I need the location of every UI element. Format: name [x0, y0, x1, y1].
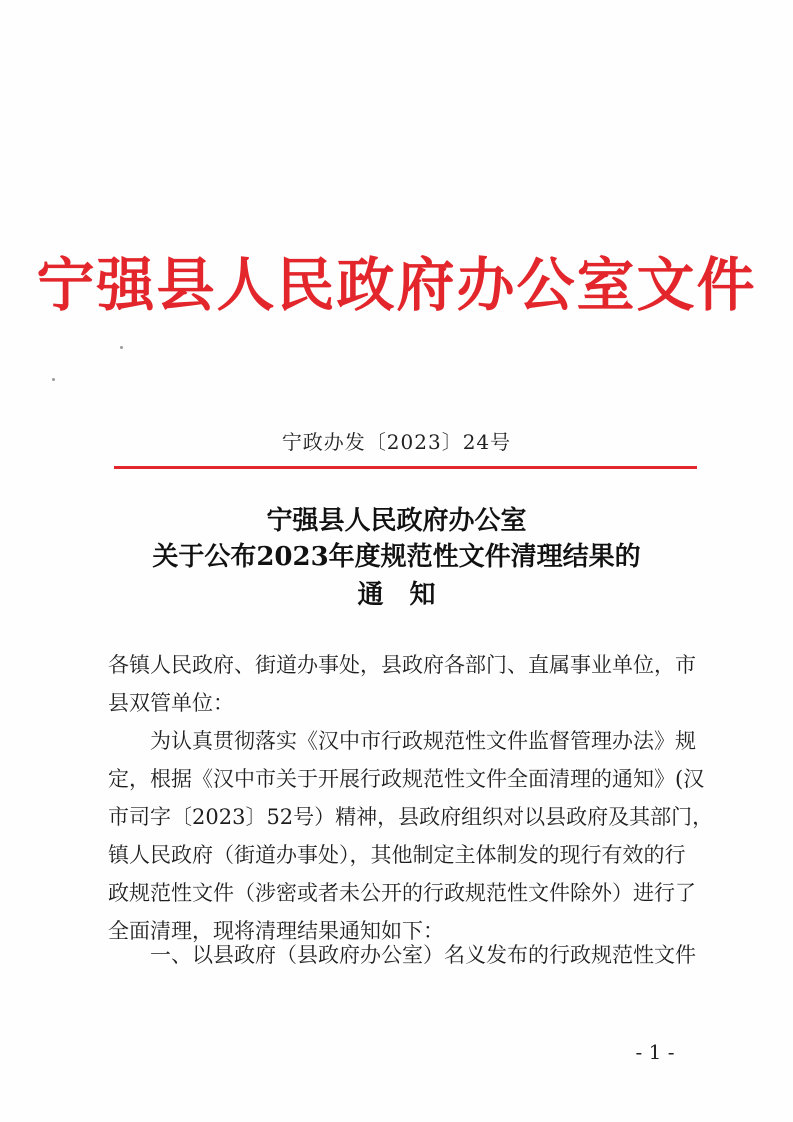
- document-number: 宁政办发〔2023〕24号: [281, 430, 512, 454]
- page-number: - 1 -: [635, 1040, 675, 1064]
- paragraph-line: 镇人民政府（街道办事处），其他制定主体制发的现行有效的行: [108, 843, 686, 867]
- scan-speck: [52, 378, 55, 381]
- red-separator-rule: [114, 466, 697, 469]
- notice-title-line-3: 通知: [357, 580, 462, 610]
- body-paragraph-1: [108, 722, 714, 950]
- paragraph-line: 全面清理，现将清理结果通知如下：: [108, 919, 444, 943]
- scan-speck: [120, 346, 123, 349]
- notice-title-line-2: 关于公布2023年度规范性文件清理结果的: [152, 542, 641, 572]
- paragraph-line: 定，根据《汉中市关于开展行政规范性文件全面清理的通知》(汉: [108, 767, 705, 791]
- paragraph-line: 市司字〔2023〕52号）精神，县政府组织对以县政府及其部门，: [108, 805, 714, 829]
- notice-title-line-1: 宁强县人民政府办公室: [266, 506, 527, 536]
- paragraph-line: 政规范性文件（涉密或者未公开的行政规范性文件除外）进行了: [108, 881, 696, 905]
- addressee-block: [108, 646, 696, 722]
- paragraph-line: 一、以县政府（县政府办公室）名义发布的行政规范性文件: [150, 943, 696, 967]
- addressee-line: 各镇人民政府、街道办事处，县政府各部门、直属事业单位，市: [108, 653, 696, 677]
- issuer-heading: 宁强县人民政府办公室文件: [36, 251, 757, 319]
- paragraph-line: 为认真贯彻落实《汉中市行政规范性文件监督管理办法》规: [150, 729, 696, 753]
- addressee-line: 县双管单位：: [108, 691, 234, 715]
- body-paragraph-2: [108, 936, 696, 974]
